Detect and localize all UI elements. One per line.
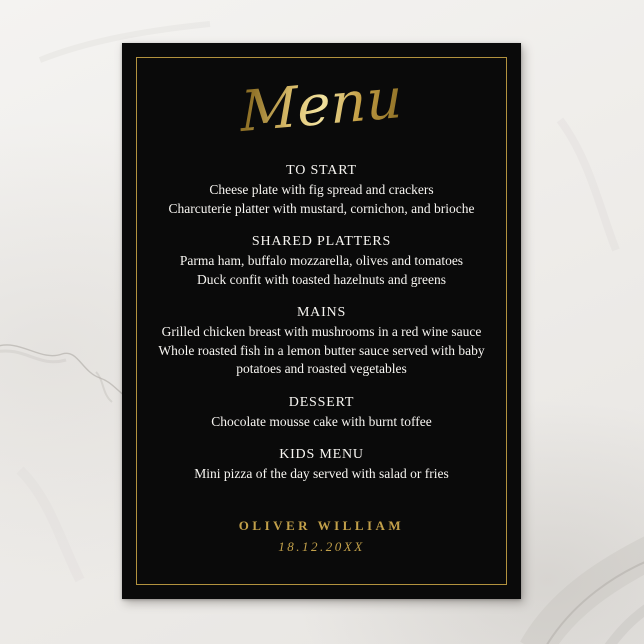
menu-section	[194, 446, 449, 484]
section-item: Parma ham, buffalo mozzarella, olives and tomatoes	[179, 253, 464, 269]
section-item: potatoes and roasted vegetables	[236, 361, 407, 377]
section-heading: KIDS MENU	[279, 447, 364, 463]
menu-section	[169, 162, 475, 218]
menu-script-title: Menu	[239, 65, 404, 146]
section-item: Whole roasted fish in a lemon butter sauce served with baby	[158, 342, 485, 358]
section-heading: SHARED PLATTERS	[251, 234, 392, 250]
section-heading: MAINS	[296, 305, 347, 321]
menu-card	[122, 43, 521, 599]
section-item: Chocolate mousse cake with burnt toffee	[211, 413, 432, 429]
footer-name: OLIVER WILLIAM	[238, 518, 405, 533]
section-item: Charcuterie platter with mustard, cornichon, and brioche	[168, 200, 475, 216]
section-item: Duck confit with toasted hazelnuts and greens	[197, 271, 446, 287]
menu-content	[137, 58, 506, 584]
menu-sections	[158, 162, 484, 499]
section-item: Cheese plate with fig spread and crackers	[209, 182, 434, 198]
section-item: Grilled chicken breast with mushrooms in a red wine sauce	[161, 324, 482, 340]
menu-section	[158, 304, 484, 379]
section-item: Mini pizza of the day served with salad or fries	[194, 466, 449, 482]
section-heading: TO START	[286, 163, 357, 179]
menu-footer	[137, 518, 506, 555]
footer-date: 18.12.20XX	[278, 539, 365, 554]
menu-section	[211, 394, 432, 432]
section-heading: DESSERT	[288, 394, 355, 410]
menu-section	[180, 233, 463, 289]
